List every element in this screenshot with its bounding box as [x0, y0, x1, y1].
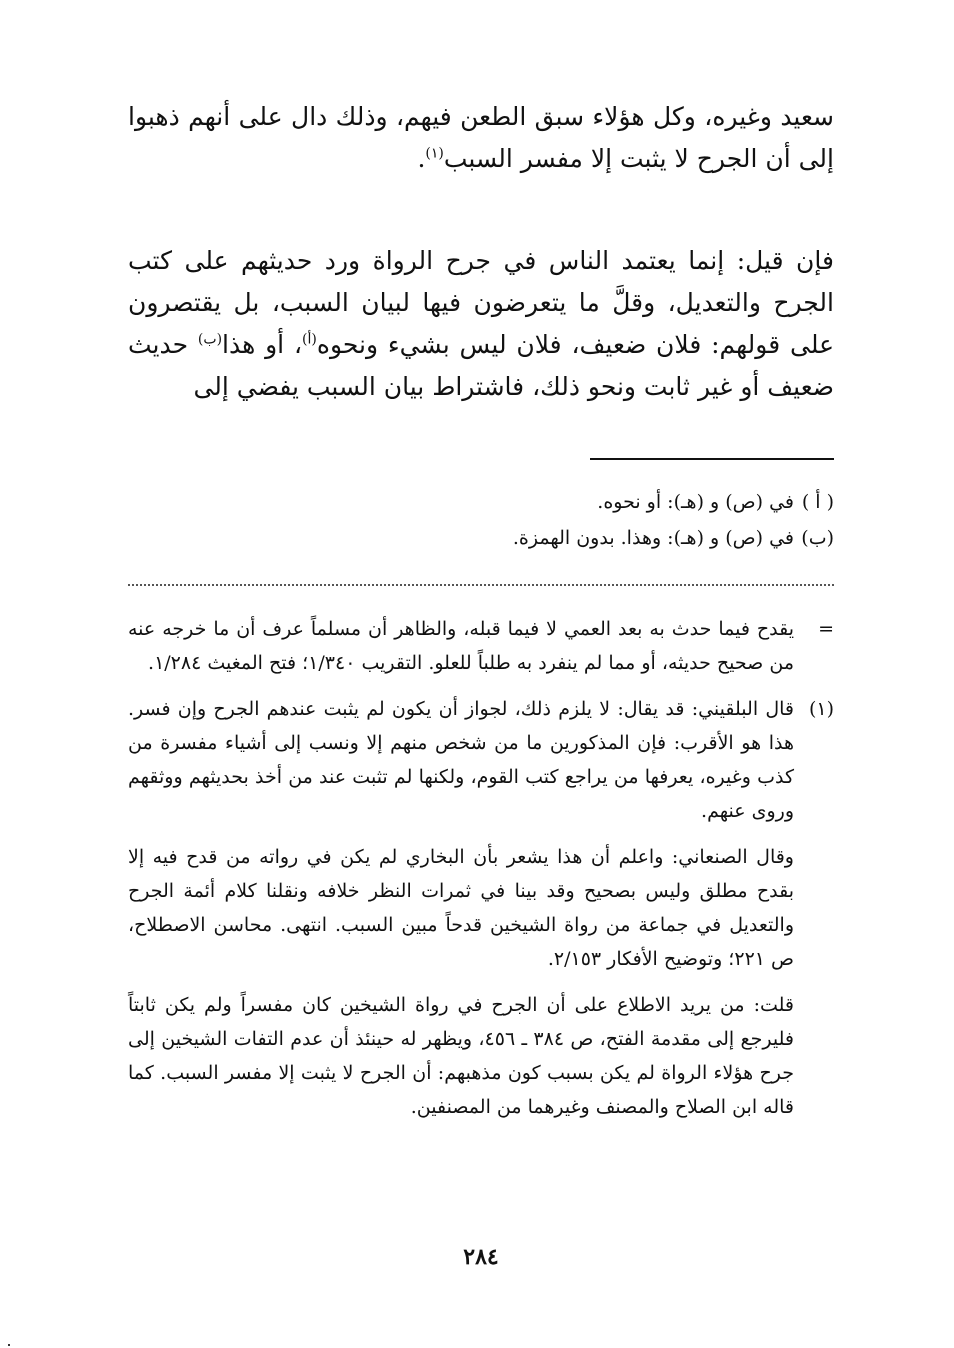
footnote-1-text: قال البلقيني: قد يقال: لا يلزم ذلك، لجواز أن يكون لم يثبت عندهم الجرح وإن فسر. هذا هو الأقرب: فإن المذكورين ما من شخص منهم إلا ونسب إلى أشياء مفسرة من كذب وغيره، يعرفها من يراجع كتب القوم، ولكنها لم تثبت عند من أخذ بحديثهم ووثقهم وروى عنهم. — [128, 698, 794, 822]
scan-speck — [8, 1344, 10, 1346]
paragraph-1-text: سعيد وغيره، وكل هؤلاء سبق الطعن فيهم، وذلك دال على أنهم ذهبوا إلى أن الجرح لا يثبت إلا مفسر السبب — [128, 102, 834, 173]
editorial-note-a-mark: ( أ ) — [801, 491, 834, 513]
footnote-continuation — [128, 612, 834, 680]
continuation-mark: = — [818, 618, 834, 640]
editorial-note-a-text: في (ص) و (هـ): أو نحوه. — [597, 491, 794, 513]
book-page — [128, 0, 834, 1348]
editorial-ref-a: (أ) — [302, 331, 317, 348]
paragraph-2-part-1: فإن قيل: إنما يعتمد الناس في جرح الرواة ورد حديثهم على كتب الجرح والتعديل، وقلَّ ما يتعرضون فيها لبيان السبب، بل يقتصرون على قولهم: فلان ضعيف، فلان ليس بشيء ونحوه — [128, 246, 835, 359]
paragraph-2-part-3: حديث ضعيف أو غير ثابت ونحو ذلك، فاشتراط بيان السبب يفضي إلى — [128, 330, 834, 401]
main-paragraph-2 — [128, 240, 834, 408]
footnote-separator-rule — [590, 458, 834, 460]
editorial-notes — [128, 484, 834, 556]
main-paragraph-1 — [128, 96, 834, 180]
continuation-text: يقدح فيما حدث به بعد العمي لا فيما قبله، والظاهر أن مسلماً عرف أن ما خرجه عنه من صحيح حديثه، أو مما لم ينفرد به طلباً للعلو. التقريب ١/٣٤٠؛ فتح المغيث ١/٢٨٤. — [128, 618, 794, 674]
footnote-ref-1: (١) — [425, 145, 444, 162]
editorial-note-b-mark: (ب) — [801, 527, 834, 549]
footnote-1-paragraph-3: قلت: من يريد الاطلاع على أن الجرح في رواة الشيخين كان مفسراً ولم يكن ثابتاً فليرجع إلى مقدمة الفتح، ص ٣٨٤ ـ ٤٥٦، ويظهر له حينئذ أن عدم التفات الشيخين إلى جرح هؤلاء الرواة لم يكن بسبب كون مذهبهم: أن الجرح لا يثبت إلا مفسر السبب. كما قاله ابن الصلاح والمصنف وغيرهما من المصنفين. — [128, 994, 794, 1118]
footnotes — [128, 612, 834, 1136]
page-number: ٢٨٤ — [463, 1244, 499, 1270]
paragraph-2-part-2: ، أو هذا — [222, 330, 303, 359]
dotted-separator — [128, 584, 834, 586]
footnote-1 — [128, 692, 834, 828]
footnote-1-paragraph-2: وقال الصنعاني: واعلم أن هذا يشعر بأن البخاري لم يكن في رواته من قدح فيه إلا بقدح مطلق وليس بصحيح وقد بينا في ثمرات النظر خلافه ونقلنا كلام أئمة الجرح والتعديل في جماعة من رواة الشيخين قدحاً مبين السبب. انتهى. محاسن الاصطلاح، ص ٢٢١؛ وتوضيح الأفكار ٢/١٥٣. — [128, 846, 794, 970]
editorial-note-b — [128, 520, 834, 556]
editorial-note-a — [128, 484, 834, 520]
editorial-note-b-text: في (ص) و (هـ): وهذا. بدون الهمزة. — [512, 527, 794, 549]
editorial-ref-b: (ب) — [197, 331, 223, 348]
footnote-1-mark: (١) — [808, 698, 834, 720]
paragraph-1-end: . — [417, 144, 426, 173]
